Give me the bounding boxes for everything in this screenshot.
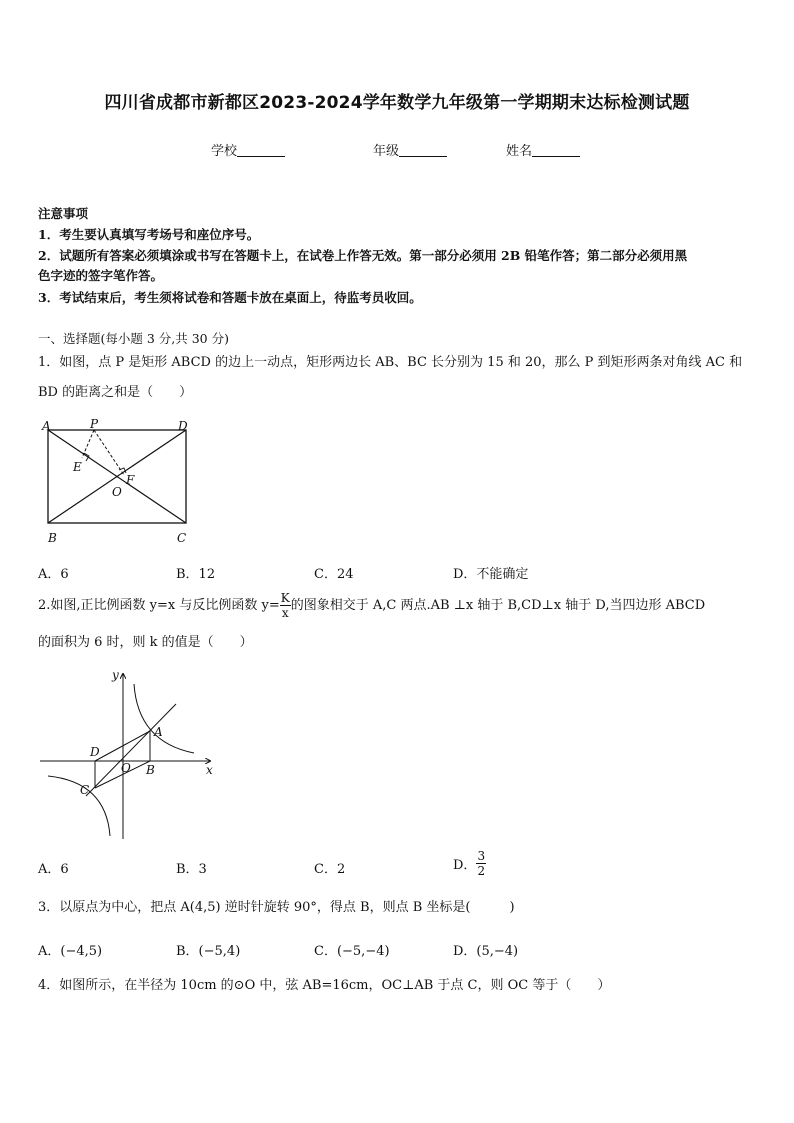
q2-label-y: y — [112, 668, 119, 682]
q3-text: 3．以原点为中心，把点 A(4,5) 逆时针旋转 90°，得点 B，则点 B 坐标是( ) — [38, 900, 515, 915]
q1-label-p: P — [90, 418, 99, 431]
q1-label-b: B — [48, 531, 57, 545]
q1-option-b[interactable]: B．12 — [176, 567, 216, 582]
q2-option-a[interactable]: A．6 — [38, 862, 69, 877]
q2-label-b: B — [146, 763, 155, 777]
notes-item: 1．考生要认真填写考场号和座位序号。 — [38, 227, 260, 242]
notes-item: 色字迹的签字笔作答。 — [38, 268, 164, 283]
q1-perp-pf — [94, 430, 124, 475]
q1-text-line2: BD 的距离之和是（ ） — [38, 385, 193, 400]
q2-fraction-num: K — [280, 591, 290, 605]
school-blank — [237, 143, 285, 157]
q2-label-d: D — [90, 745, 100, 759]
q2-option-d-num: 3 — [477, 849, 486, 863]
q1-label-o: O — [112, 485, 122, 499]
notes-item: 3．考试结束后，考生须将试卷和答题卡放在桌面上，待监考员收回。 — [38, 290, 422, 305]
school-field — [211, 140, 285, 159]
name-blank — [532, 143, 580, 157]
name-field — [506, 140, 580, 159]
q2-text-line1 — [38, 591, 705, 621]
q4-text: 4．如图所示，在半径为 10cm 的⊙O 中，弦 AB=16cm，OC⊥AB 于点 C，则 OC 等于（ ） — [38, 978, 611, 993]
q1-figure — [38, 418, 198, 548]
q1-label-d: D — [178, 419, 188, 433]
q2-text-before: 2.如图,正比例函数 y=x 与反比例函数 y= — [38, 598, 280, 613]
q2-option-d-label: D． — [453, 858, 477, 873]
q1-label-e: E — [73, 460, 82, 474]
q2-text-after: 的图象相交于 A,C 两点.AB ⊥x 轴于 B,CD⊥x 轴于 D,当四边形 ABCD — [290, 598, 706, 613]
grade-field — [373, 140, 447, 159]
q2-option-d[interactable] — [453, 849, 486, 878]
q1-perp-pe — [82, 430, 94, 458]
q3-option-d[interactable]: D．(5,−4) — [453, 944, 519, 959]
q2-label-a: A — [154, 725, 163, 739]
page-title: 四川省成都市新都区2023-2024学年数学九年级第一学期期末达标检测试题 — [104, 93, 690, 113]
q1-text-line1: 1．如图，点 P 是矩形 ABCD 的边上一动点，矩形两边长 AB、BC 长分别为 15 和 20，那么 P 到矩形两条对角线 AC 和 — [38, 355, 743, 370]
q2-hyperbola-branch-1 — [134, 684, 194, 753]
q2-option-d-den: 2 — [477, 864, 486, 878]
q2-option-d-fraction — [476, 849, 486, 878]
q1-label-f: F — [126, 473, 135, 487]
name-label: 姓名 — [506, 144, 533, 159]
q1-label-c: C — [177, 531, 187, 545]
school-label: 学校 — [211, 144, 238, 159]
q2-option-c[interactable]: C．2 — [314, 862, 346, 877]
q2-fraction-den: x — [281, 606, 289, 620]
grade-blank — [399, 143, 447, 157]
q3-option-b[interactable]: B．(−5,4) — [176, 944, 241, 959]
grade-label: 年级 — [373, 144, 400, 159]
q2-label-c: C — [80, 783, 90, 797]
notes-heading: 注意事项 — [38, 206, 89, 221]
q3-option-a[interactable]: A．(−4,5) — [38, 944, 103, 959]
q3-option-c[interactable]: C．(−5,−4) — [314, 944, 390, 959]
q1-label-a: A — [42, 419, 51, 433]
q1-option-a[interactable]: A．6 — [38, 567, 69, 582]
q2-figure — [38, 664, 223, 844]
q2-label-o: O — [121, 761, 131, 775]
q2-label-x: x — [206, 763, 213, 777]
q2-fraction — [280, 591, 291, 620]
q1-option-d[interactable]: D．不能确定 — [453, 567, 529, 582]
q1-option-c[interactable]: C．24 — [314, 567, 354, 582]
section-heading: 一、选择题(每小题 3 分,共 30 分) — [38, 331, 229, 346]
q2-text-line2: 的面积为 6 时，则 k 的值是（ ） — [38, 635, 253, 650]
q2-option-b[interactable]: B．3 — [176, 862, 207, 877]
notes-item: 2．试题所有答案必须填涂或书写在答题卡上，在试卷上作答无效。第一部分必须用 2B 铅笔作答；第二部分必须用黑 — [38, 248, 688, 263]
